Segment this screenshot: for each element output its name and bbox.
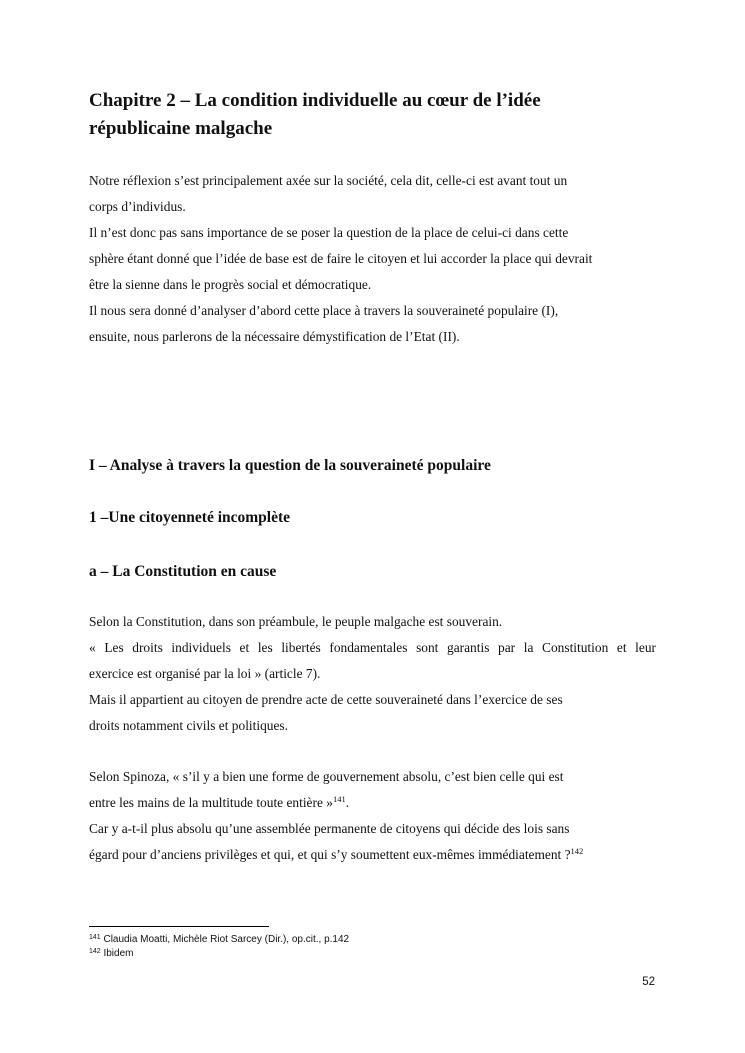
page-number: 52 [642, 976, 655, 988]
chapter-title-line-1: Chapitre 2 – La condition individuelle au cœur de l’idée [89, 90, 541, 111]
spinoza-line: Car y a-t-il plus absolu qu’une assemblée permanente de citoyens qui décide des lois sans [89, 821, 570, 836]
constitution-paragraph [89, 609, 656, 739]
spinoza-line: Selon Spinoza, « s’il y a bien une forme de gouvernement absolu, c’est bien celle qui est [89, 769, 564, 784]
footnote-number: 141 [89, 934, 101, 941]
spinoza-paragraph [89, 764, 659, 868]
spinoza-line [89, 842, 659, 868]
footnote [89, 933, 349, 947]
intro-line: Il n’est donc pas sans importance de se poser la question de la place de celui-ci dans cette [89, 225, 569, 240]
intro-line: Notre réflexion s’est principalement axée sur la société, cela dit, celle-ci est avant tout un [89, 173, 568, 188]
intro-paragraph [89, 168, 659, 350]
footnote-number: 142 [89, 948, 101, 955]
footnote [89, 947, 349, 961]
footnote-text: Claudia Moatti, Michèle Riot Sarcey (Dir.), op.cit., p.142 [100, 934, 350, 945]
intro-line: corps d’individus. [89, 199, 186, 214]
footnotes [89, 933, 349, 961]
constitution-line: Mais il appartient au citoyen de prendre acte de cette souveraineté dans l’exercice de ses [89, 692, 563, 707]
footnote-ref-141[interactable]: 141 [332, 794, 346, 804]
spinoza-line [89, 790, 659, 816]
chapter-title [89, 87, 669, 143]
constitution-line: « Les droits individuels et les libertés fondamentales sont garantis par la Constitution et leur [89, 640, 656, 655]
footnote-ref-142[interactable]: 142 [570, 846, 584, 856]
spinoza-quote-end: entre les mains de la multitude toute entière » [89, 795, 333, 810]
intro-line: sphère étant donné que l’idée de base est de faire le citoyen et lui accorder la place qui devrait [89, 251, 593, 266]
footnote-text: Ibidem [100, 948, 134, 959]
constitution-line: exercice est organisé par la loi » (article 7). [89, 666, 321, 681]
constitution-line: droits notamment civils et politiques. [89, 718, 288, 733]
constitution-line: Selon la Constitution, dans son préambule, le peuple malgache est souverain. [89, 614, 503, 629]
spinoza-question: égard pour d’anciens privilèges et qui, et qui s’y soumettent eux-mêmes immédiatement ? [89, 847, 571, 862]
part-heading: I – Analyse à travers la question de la souveraineté populaire [89, 457, 491, 474]
intro-line: être la sienne dans le progrès social et démocratique. [89, 277, 372, 292]
chapter-title-line-2: républicaine malgache [89, 118, 273, 139]
subsection-heading: a – La Constitution en cause [89, 563, 277, 580]
intro-line: Il nous sera donné d’analyser d’abord cette place à travers la souveraineté populaire (I), [89, 303, 559, 318]
section-heading: 1 –Une citoyenneté incomplète [89, 509, 291, 526]
footnote-separator [89, 926, 269, 927]
sentence-period: . [345, 795, 350, 810]
intro-line: ensuite, nous parlerons de la nécessaire démystification de l’Etat (II). [89, 329, 460, 344]
